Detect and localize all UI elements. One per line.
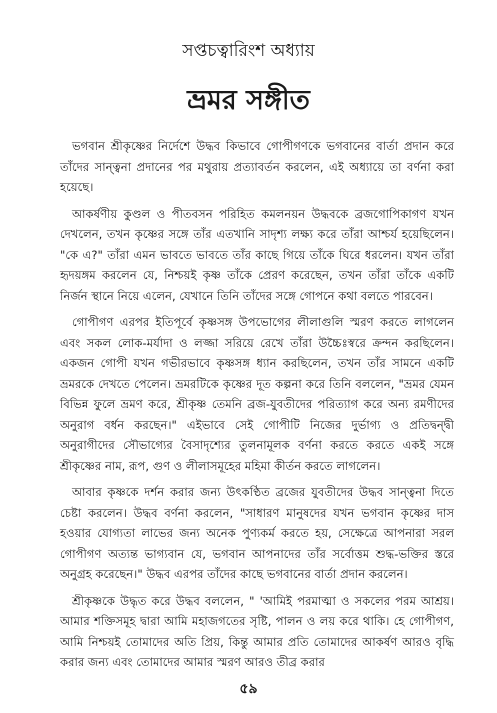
chapter-label: সপ্তচত্বারিংশ অধ্যায় — [182, 41, 315, 61]
paragraph: ভগবান শ্রীকৃষ্ণের নির্দেশে উদ্ধব কিভাবে গোপীগণকে ভগবানের বার্তা প্রদান করে তাঁদের সান্ত্বনা প্রদানের পর মথুরায় প্রত্যাবর্তন করলেন, এই অধ্যায়ে তা বর্ণনা করা হয়েছে। — [60, 139, 454, 194]
page-number: ৫৯ — [239, 681, 258, 697]
paragraph: শ্রীকৃষ্ণকে উদ্ধৃত করে উদ্ধব বললেন, " 'আমিই পরমাত্মা ও সকলের পরম আশ্রয়। আমার শক্তিসমূহ দ্বারা আমি মহাজগতের সৃষ্টি, পালন ও লয় করে থাকি। হে গোপীগণ, আমি নিশ্চয়ই তোমাদের অতি প্রিয়, কিন্তু আমার প্রতি তোমাদের আকর্ষণ আরও বৃদ্ধি করার জন্য এবং তোমাদের আমার স্মরণ আরও তীব্র করার — [60, 593, 454, 669]
chapter-summary — [60, 136, 454, 679]
chapter-title: ভ্রমর সঙ্গীত — [187, 85, 310, 116]
paragraph: আকর্ষণীয় কুণ্ডল ও পীতবসন পরিহিত কমলনয়ন উদ্ধবকে ব্রজগোপিকাগণ যখন দেখলেন, তখন কৃষ্ণের সঙ্গে তাঁর এতখানি সাদৃশ্য লক্ষ্য করে তাঁরা আশ্চর্য হয়েছিলেন। "কে এ?" তাঁরা এমন ভাবতে ভাবতে তাঁর কাছে গিয়ে তাঁকে ঘিরে ধরলেন। যখন তাঁরা হৃদয়ঙ্গম করলেন যে, নিশ্চয়ই কৃষ্ণ তাঁকে প্রেরণ করেছেন, তখন তাঁরা তাঁকে একটি নির্জন স্থানে নিয়ে এলেন, যেখানে তিনি তাঁদের সঙ্গে গোপনে কথা বলতে পারবেন। — [60, 206, 454, 303]
paragraph: আবার কৃষ্ণকে দর্শন করার জন্য উৎকণ্ঠিত ব্রজের যুবতীদের উদ্ধব সান্ত্বনা দিতে চেষ্টা করলেন। উদ্ধব বর্ণনা করলেন, "সাধারণ মানুষদের যখন ভগবান কৃষ্ণের দাস হওয়ার যোগ্যতা লাভের জন্য অনেক পুণ্যকর্ম করতে হয়, সেক্ষেত্রে আপনারা সরল গোপীগণ অত্যন্ত ভাগ্যবান যে, ভগবান আপনাদের তাঁর সর্বোত্তম শুদ্ধ-ভক্তির স্তরে অনুগ্রহ করেছেন।" উদ্ধব এরপর তাঁদের কাছে ভগবানের বার্তা প্রদান করলেন। — [60, 485, 454, 581]
paragraph: গোপীগণ এরপর ইতিপূর্বে কৃষ্ণসঙ্গ উপভোগের লীলাগুলি স্মরণ করতে লাগলেন এবং সকল লোক-মর্যাদা ও লজ্জা সরিয়ে রেখে তাঁরা উচ্চৈঃস্বরে ক্রন্দন করছিলেন। একজন গোপী যখন গভীরভাবে কৃষ্ণসঙ্গ ধ্যান করছিলেন, তখন তাঁর সামনে একটি ভ্রমরকে দেখতে পেলেন। ভ্রমরটিকে কৃষ্ণের দূত কল্পনা করে তিনি বললেন, "ভ্রমর যেমন বিভিন্ন ফুলে ভ্রমণ করে, শ্রীকৃষ্ণ তেমনি ব্রজ-যুবতীদের পরিত্যাগ করে অন্য রমণীদের অনুরাগ বর্ধন করছেন।" এইভাবে সেই গোপীটি নিজের দুর্ভাগ্য ও প্রতিদ্বন্দ্বী অনুরাগীদের সৌভাগ্যের বৈসাদৃশ্যের তুলনামূলক বর্ণনা করতে করতে একই সঙ্গে শ্রীকৃষ্ণের নাম, রূপ, গুণ ও লীলাসমূহের মহিমা কীর্তন করতে লাগলেন। — [60, 315, 454, 473]
